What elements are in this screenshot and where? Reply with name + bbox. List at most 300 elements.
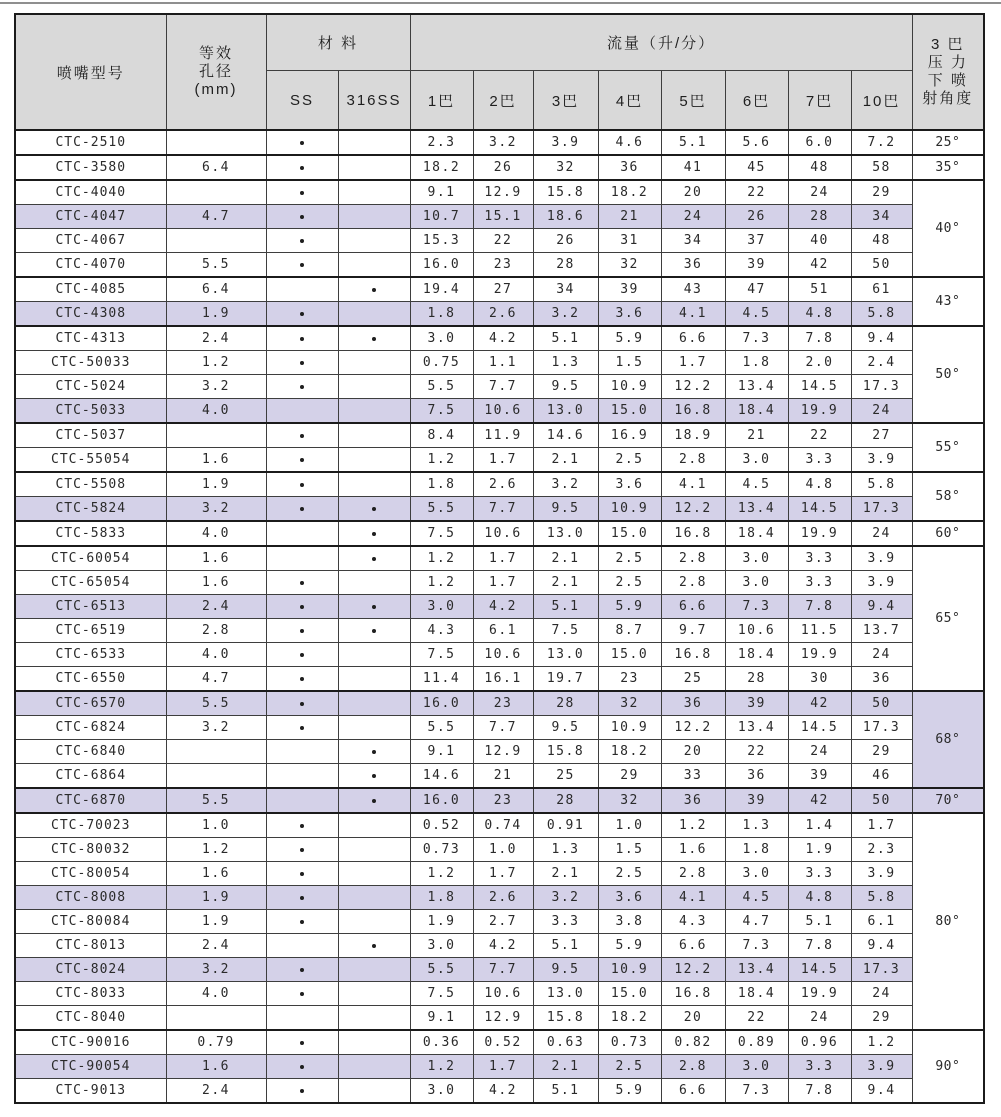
ss-dot-icon — [300, 166, 304, 170]
flow-cell: 8.7 — [598, 619, 661, 643]
flow-cell: 15.8 — [533, 180, 598, 205]
ss-material-cell — [266, 910, 338, 934]
flow-cell: 9.1 — [410, 740, 473, 764]
flow-cell: 9.5 — [533, 958, 598, 982]
spray-angle-cell: 90° — [912, 1030, 984, 1103]
ss316-material-cell — [338, 667, 410, 692]
flow-cell: 3.9 — [851, 546, 912, 571]
model-cell: CTC-5037 — [15, 423, 166, 448]
flow-cell: 3.9 — [851, 571, 912, 595]
flow-cell: 1.2 — [661, 813, 725, 838]
ss-material-cell — [266, 546, 338, 571]
flow-cell: 48 — [851, 229, 912, 253]
ss316-material-cell — [338, 619, 410, 643]
ss316-dot-icon — [372, 605, 376, 609]
flow-cell: 32 — [533, 155, 598, 180]
flow-cell: 16.0 — [410, 253, 473, 278]
table-row — [15, 910, 984, 934]
col-header-4bar: 4巴 — [598, 71, 661, 131]
spray-angle-cell: 58° — [912, 472, 984, 521]
spray-angle-cell: 65° — [912, 546, 984, 691]
flow-cell: 4.2 — [473, 326, 533, 351]
flow-cell: 2.6 — [473, 472, 533, 497]
flow-cell: 3.2 — [473, 130, 533, 155]
model-cell: CTC-80032 — [15, 838, 166, 862]
col-header-model: 喷嘴型号 — [15, 14, 166, 130]
flow-cell: 1.4 — [788, 813, 851, 838]
flow-cell: 6.1 — [473, 619, 533, 643]
ss-dot-icon — [300, 605, 304, 609]
table-row — [15, 740, 984, 764]
aperture-cell: 4.0 — [166, 982, 266, 1006]
flow-cell: 4.2 — [473, 934, 533, 958]
aperture-header-line: (mm) — [194, 81, 238, 98]
flow-cell: 5.1 — [533, 934, 598, 958]
flow-cell: 3.6 — [598, 472, 661, 497]
ss-dot-icon — [300, 191, 304, 195]
aperture-cell: 0.79 — [166, 1030, 266, 1055]
model-cell: CTC-6864 — [15, 764, 166, 789]
table-row — [15, 958, 984, 982]
ss-material-cell — [266, 399, 338, 424]
ss-dot-icon — [300, 312, 304, 316]
flow-cell: 7.5 — [533, 619, 598, 643]
flow-cell: 12.2 — [661, 716, 725, 740]
ss-dot-icon — [300, 702, 304, 706]
flow-cell: 5.5 — [410, 716, 473, 740]
aperture-cell: 5.5 — [166, 788, 266, 813]
ss-material-cell — [266, 1055, 338, 1079]
ss-dot-icon — [300, 483, 304, 487]
flow-cell: 3.0 — [410, 934, 473, 958]
flow-cell: 7.5 — [410, 521, 473, 546]
flow-cell: 14.5 — [788, 497, 851, 522]
aperture-cell: 1.2 — [166, 838, 266, 862]
flow-cell: 46 — [851, 764, 912, 789]
flow-cell: 9.5 — [533, 375, 598, 399]
flow-cell: 1.7 — [851, 813, 912, 838]
flow-cell: 9.4 — [851, 326, 912, 351]
flow-cell: 3.9 — [851, 862, 912, 886]
flow-cell: 18.2 — [410, 155, 473, 180]
table-row — [15, 982, 984, 1006]
ss-material-cell — [266, 375, 338, 399]
ss316-material-cell — [338, 934, 410, 958]
ss-dot-icon — [300, 992, 304, 996]
table-row — [15, 838, 984, 862]
table-row — [15, 253, 984, 278]
angle-header-line: 下 喷 — [927, 72, 968, 89]
flow-cell: 5.5 — [410, 375, 473, 399]
ss-dot-icon — [300, 385, 304, 389]
aperture-cell: 4.0 — [166, 399, 266, 424]
flow-cell: 20 — [661, 1006, 725, 1031]
flow-cell: 25 — [533, 764, 598, 789]
flow-cell: 13.0 — [533, 643, 598, 667]
flow-cell: 9.7 — [661, 619, 725, 643]
spec-table-body — [15, 130, 984, 1103]
flow-cell: 27 — [851, 423, 912, 448]
spray-angle-cell: 68° — [912, 691, 984, 788]
flow-cell: 3.0 — [725, 448, 788, 473]
model-cell: CTC-65054 — [15, 571, 166, 595]
ss-dot-icon — [300, 677, 304, 681]
flow-cell: 4.8 — [788, 886, 851, 910]
flow-cell: 1.5 — [598, 351, 661, 375]
flow-cell: 4.1 — [661, 302, 725, 327]
ss316-material-cell — [338, 1030, 410, 1055]
flow-cell: 10.9 — [598, 375, 661, 399]
flow-cell: 1.7 — [473, 862, 533, 886]
table-row — [15, 130, 984, 155]
ss-material-cell — [266, 862, 338, 886]
flow-cell: 2.0 — [788, 351, 851, 375]
flow-cell: 37 — [725, 229, 788, 253]
flow-cell: 10.9 — [598, 497, 661, 522]
flow-cell: 9.5 — [533, 716, 598, 740]
flow-cell: 4.7 — [725, 910, 788, 934]
flow-cell: 24 — [788, 1006, 851, 1031]
flow-cell: 3.8 — [598, 910, 661, 934]
spray-angle-cell: 35° — [912, 155, 984, 180]
flow-cell: 2.5 — [598, 862, 661, 886]
ss-material-cell — [266, 643, 338, 667]
model-cell: CTC-3580 — [15, 155, 166, 180]
table-row — [15, 1055, 984, 1079]
flow-cell: 15.0 — [598, 982, 661, 1006]
flow-cell: 50 — [851, 691, 912, 716]
col-header-2bar: 2巴 — [473, 71, 533, 131]
table-row — [15, 448, 984, 473]
flow-cell: 22 — [725, 180, 788, 205]
flow-cell: 4.5 — [725, 302, 788, 327]
ss-material-cell — [266, 351, 338, 375]
flow-cell: 29 — [851, 740, 912, 764]
model-cell: CTC-5824 — [15, 497, 166, 522]
angle-header-line: 3 巴 — [931, 36, 965, 53]
ss316-material-cell — [338, 229, 410, 253]
flow-cell: 2.1 — [533, 1055, 598, 1079]
flow-cell: 0.74 — [473, 813, 533, 838]
flow-cell: 15.0 — [598, 399, 661, 424]
model-cell: CTC-6533 — [15, 643, 166, 667]
flow-cell: 4.5 — [725, 472, 788, 497]
ss-dot-icon — [300, 629, 304, 633]
model-cell: CTC-4085 — [15, 277, 166, 302]
flow-cell: 10.9 — [598, 716, 661, 740]
aperture-cell: 1.6 — [166, 1055, 266, 1079]
model-cell: CTC-2510 — [15, 130, 166, 155]
ss-dot-icon — [300, 824, 304, 828]
flow-cell: 25 — [661, 667, 725, 692]
flow-cell: 17.3 — [851, 497, 912, 522]
flow-cell: 1.9 — [788, 838, 851, 862]
flow-cell: 0.52 — [410, 813, 473, 838]
flow-cell: 22 — [473, 229, 533, 253]
flow-cell: 10.9 — [598, 958, 661, 982]
flow-cell: 12.9 — [473, 740, 533, 764]
flow-cell: 5.8 — [851, 302, 912, 327]
ss316-material-cell — [338, 740, 410, 764]
ss316-material-cell — [338, 886, 410, 910]
flow-cell: 4.8 — [788, 302, 851, 327]
flow-cell: 7.3 — [725, 595, 788, 619]
ss-material-cell — [266, 277, 338, 302]
flow-cell: 18.4 — [725, 643, 788, 667]
flow-cell: 18.2 — [598, 180, 661, 205]
flow-cell: 3.0 — [725, 1055, 788, 1079]
model-cell: CTC-90054 — [15, 1055, 166, 1079]
flow-cell: 2.1 — [533, 546, 598, 571]
col-header-flow: 流量（升/分） — [410, 14, 912, 71]
flow-cell: 5.9 — [598, 934, 661, 958]
flow-cell: 4.5 — [725, 886, 788, 910]
model-cell: CTC-6550 — [15, 667, 166, 692]
flow-cell: 20 — [661, 740, 725, 764]
ss-material-cell — [266, 595, 338, 619]
ss316-material-cell — [338, 399, 410, 424]
flow-cell: 7.5 — [410, 399, 473, 424]
table-row — [15, 472, 984, 497]
ss-dot-icon — [300, 1089, 304, 1093]
model-cell: CTC-4308 — [15, 302, 166, 327]
flow-cell: 21 — [473, 764, 533, 789]
flow-cell: 1.5 — [598, 838, 661, 862]
flow-cell: 1.2 — [410, 1055, 473, 1079]
flow-cell: 10.6 — [473, 643, 533, 667]
flow-cell: 1.7 — [473, 546, 533, 571]
model-cell: CTC-8008 — [15, 886, 166, 910]
table-row — [15, 546, 984, 571]
flow-cell: 4.3 — [410, 619, 473, 643]
ss-material-cell — [266, 934, 338, 958]
ss-material-cell — [266, 229, 338, 253]
flow-cell: 7.5 — [410, 643, 473, 667]
flow-cell: 6.6 — [661, 934, 725, 958]
spray-angle-cell: 55° — [912, 423, 984, 472]
table-row — [15, 205, 984, 229]
ss316-material-cell — [338, 155, 410, 180]
ss-material-cell — [266, 302, 338, 327]
aperture-cell — [166, 180, 266, 205]
ss-material-cell — [266, 1079, 338, 1104]
flow-cell: 2.6 — [473, 886, 533, 910]
flow-cell: 9.4 — [851, 934, 912, 958]
ss-material-cell — [266, 788, 338, 813]
flow-cell: 3.0 — [725, 571, 788, 595]
aperture-cell: 2.8 — [166, 619, 266, 643]
flow-cell: 18.4 — [725, 521, 788, 546]
aperture-cell: 1.9 — [166, 910, 266, 934]
flow-cell: 7.3 — [725, 934, 788, 958]
ss316-material-cell — [338, 838, 410, 862]
flow-cell: 24 — [788, 740, 851, 764]
model-cell: CTC-5508 — [15, 472, 166, 497]
flow-cell: 10.6 — [725, 619, 788, 643]
flow-cell: 9.4 — [851, 1079, 912, 1104]
flow-cell: 3.6 — [598, 302, 661, 327]
flow-cell: 16.8 — [661, 399, 725, 424]
ss-material-cell — [266, 180, 338, 205]
table-row — [15, 497, 984, 522]
flow-cell: 50 — [851, 253, 912, 278]
flow-cell: 11.4 — [410, 667, 473, 692]
flow-cell: 41 — [661, 155, 725, 180]
ss316-material-cell — [338, 521, 410, 546]
ss-material-cell — [266, 253, 338, 278]
table-header — [15, 14, 984, 130]
flow-cell: 28 — [533, 691, 598, 716]
table-row — [15, 691, 984, 716]
ss-material-cell — [266, 130, 338, 155]
flow-cell: 7.8 — [788, 595, 851, 619]
flow-cell: 27 — [473, 277, 533, 302]
col-header-1bar: 1巴 — [410, 71, 473, 131]
ss-dot-icon — [300, 872, 304, 876]
flow-cell: 0.63 — [533, 1030, 598, 1055]
aperture-cell: 4.7 — [166, 205, 266, 229]
spray-angle-cell: 40° — [912, 180, 984, 277]
flow-cell: 2.3 — [410, 130, 473, 155]
aperture-cell: 1.6 — [166, 448, 266, 473]
flow-cell: 24 — [851, 643, 912, 667]
col-header-aperture — [166, 14, 266, 130]
flow-cell: 1.3 — [725, 813, 788, 838]
flow-cell: 18.4 — [725, 982, 788, 1006]
flow-cell: 13.4 — [725, 716, 788, 740]
flow-cell: 16.0 — [410, 788, 473, 813]
flow-cell: 1.8 — [410, 302, 473, 327]
flow-cell: 7.3 — [725, 326, 788, 351]
flow-cell: 5.5 — [410, 497, 473, 522]
aperture-cell: 4.0 — [166, 521, 266, 546]
flow-cell: 1.8 — [725, 838, 788, 862]
flow-cell: 21 — [725, 423, 788, 448]
ss-material-cell — [266, 838, 338, 862]
ss-dot-icon — [300, 215, 304, 219]
ss316-material-cell — [338, 277, 410, 302]
flow-cell: 10.7 — [410, 205, 473, 229]
flow-cell: 19.9 — [788, 399, 851, 424]
flow-cell: 24 — [851, 982, 912, 1006]
flow-cell: 15.8 — [533, 740, 598, 764]
flow-cell: 1.3 — [533, 351, 598, 375]
flow-cell: 5.1 — [533, 595, 598, 619]
ss-dot-icon — [300, 920, 304, 924]
model-cell: CTC-6513 — [15, 595, 166, 619]
flow-cell: 0.82 — [661, 1030, 725, 1055]
flow-cell: 5.9 — [598, 595, 661, 619]
flow-cell: 42 — [788, 788, 851, 813]
flow-cell: 3.6 — [598, 886, 661, 910]
flow-cell: 1.2 — [851, 1030, 912, 1055]
flow-cell: 13.0 — [533, 982, 598, 1006]
aperture-cell: 4.7 — [166, 667, 266, 692]
table-row — [15, 180, 984, 205]
flow-cell: 36 — [851, 667, 912, 692]
flow-cell: 2.8 — [661, 571, 725, 595]
flow-cell: 1.3 — [533, 838, 598, 862]
flow-cell: 1.7 — [473, 448, 533, 473]
flow-cell: 23 — [473, 691, 533, 716]
model-cell: CTC-4313 — [15, 326, 166, 351]
flow-cell: 3.2 — [533, 886, 598, 910]
flow-cell: 12.9 — [473, 1006, 533, 1031]
table-row — [15, 399, 984, 424]
flow-cell: 30 — [788, 667, 851, 692]
flow-cell: 5.1 — [661, 130, 725, 155]
flow-cell: 23 — [473, 253, 533, 278]
flow-cell: 3.0 — [410, 595, 473, 619]
flow-cell: 2.5 — [598, 448, 661, 473]
flow-cell: 31 — [598, 229, 661, 253]
spray-angle-cell: 80° — [912, 813, 984, 1030]
flow-cell: 3.9 — [851, 448, 912, 473]
ss-material-cell — [266, 958, 338, 982]
ss316-material-cell — [338, 351, 410, 375]
table-row — [15, 813, 984, 838]
flow-cell: 26 — [473, 155, 533, 180]
flow-cell: 1.2 — [410, 571, 473, 595]
flow-cell: 1.8 — [410, 472, 473, 497]
flow-cell: 24 — [851, 399, 912, 424]
flow-cell: 10.6 — [473, 982, 533, 1006]
flow-cell: 39 — [725, 788, 788, 813]
flow-cell: 2.3 — [851, 838, 912, 862]
table-row — [15, 862, 984, 886]
aperture-cell — [166, 229, 266, 253]
table-row — [15, 788, 984, 813]
flow-cell: 1.2 — [410, 448, 473, 473]
flow-cell: 3.0 — [725, 862, 788, 886]
flow-cell: 2.1 — [533, 448, 598, 473]
flow-cell: 0.73 — [598, 1030, 661, 1055]
flow-cell: 1.2 — [410, 862, 473, 886]
flow-cell: 3.0 — [410, 1079, 473, 1104]
flow-cell: 19.9 — [788, 521, 851, 546]
flow-cell: 36 — [725, 764, 788, 789]
ss316-dot-icon — [372, 288, 376, 292]
table-row — [15, 595, 984, 619]
flow-cell: 0.73 — [410, 838, 473, 862]
model-cell: CTC-9013 — [15, 1079, 166, 1104]
flow-cell: 14.5 — [788, 716, 851, 740]
model-cell: CTC-80054 — [15, 862, 166, 886]
flow-cell: 32 — [598, 788, 661, 813]
flow-cell: 4.2 — [473, 1079, 533, 1104]
spray-angle-cell: 25° — [912, 130, 984, 155]
flow-cell: 3.9 — [533, 130, 598, 155]
flow-cell: 29 — [851, 180, 912, 205]
flow-cell: 8.4 — [410, 423, 473, 448]
ss-material-cell — [266, 1030, 338, 1055]
flow-cell: 3.9 — [851, 1055, 912, 1079]
model-cell: CTC-60054 — [15, 546, 166, 571]
flow-cell: 39 — [598, 277, 661, 302]
flow-cell: 28 — [533, 253, 598, 278]
flow-cell: 6.6 — [661, 1079, 725, 1104]
flow-cell: 39 — [788, 764, 851, 789]
flow-cell: 1.0 — [473, 838, 533, 862]
flow-cell: 36 — [661, 691, 725, 716]
model-cell: CTC-8024 — [15, 958, 166, 982]
table-row — [15, 1030, 984, 1055]
model-cell: CTC-8040 — [15, 1006, 166, 1031]
flow-cell: 1.8 — [725, 351, 788, 375]
aperture-cell — [166, 423, 266, 448]
ss-dot-icon — [300, 896, 304, 900]
flow-cell: 0.89 — [725, 1030, 788, 1055]
